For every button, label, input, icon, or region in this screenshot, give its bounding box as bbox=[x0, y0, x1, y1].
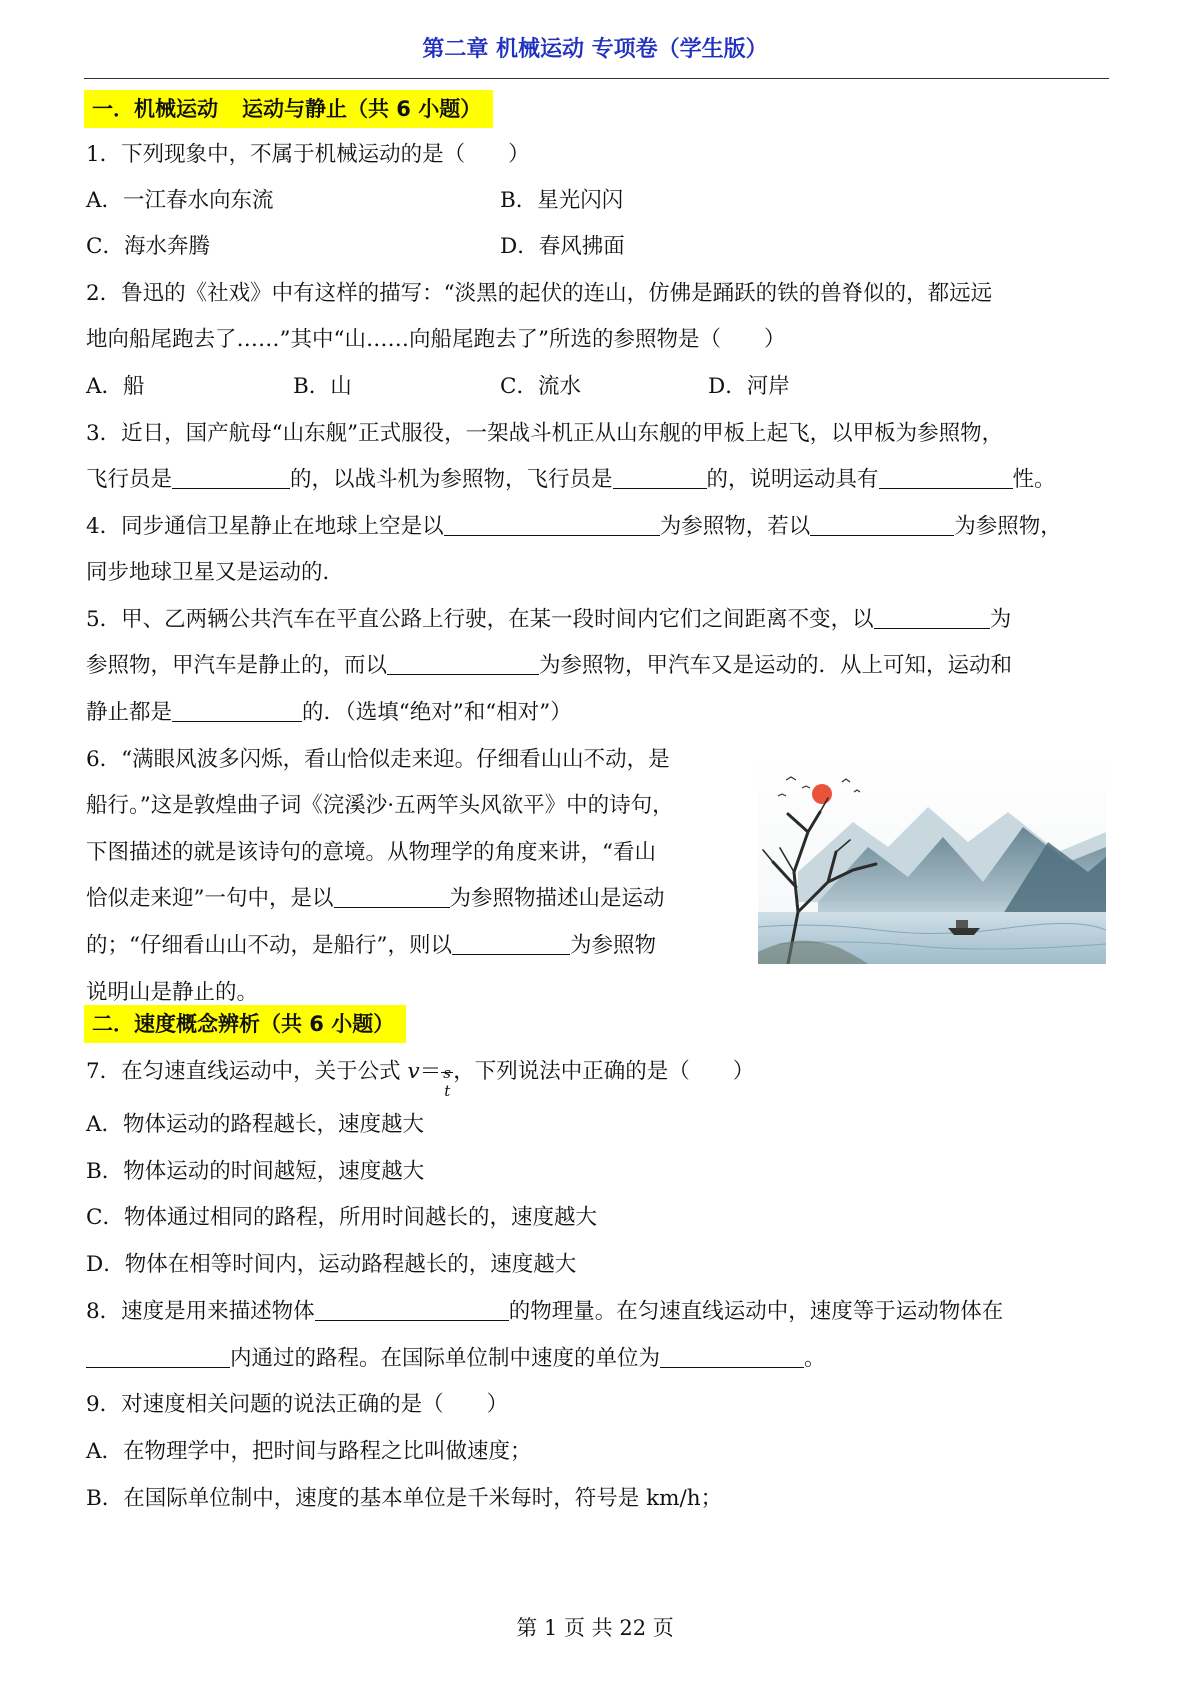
q3-text-a: 飞行员是 bbox=[86, 467, 173, 492]
q4-blank-2[interactable] bbox=[810, 513, 954, 536]
q6-text-b: 为参照物描述山是运动 bbox=[449, 886, 665, 911]
q2-option-d: D．河岸 bbox=[708, 374, 790, 399]
landscape-illustration bbox=[758, 752, 1106, 964]
question-3-line-1: 3．近日，国产航母“山东舰”正式服役，一架战斗机正从山东舰的甲板上起飞，以甲板为参照物， bbox=[86, 421, 1004, 446]
q3-blank-2[interactable] bbox=[613, 466, 707, 489]
formula-fraction bbox=[441, 1057, 453, 1100]
title-divider bbox=[84, 78, 1109, 79]
q5-text-f: 的．（选填“绝对”和“相对”） bbox=[302, 700, 572, 725]
q5-blank-1[interactable] bbox=[874, 606, 990, 629]
question-1-stem: 1．下列现象中，不属于机械运动的是（ ） bbox=[86, 142, 530, 167]
q8-text-a: 8．速度是用来描述物体 bbox=[86, 1299, 315, 1324]
section-1-label-a: 一．机械运动 bbox=[92, 97, 218, 121]
q4-text-a: 4．同步通信卫星静止在地球上空是以 bbox=[86, 514, 444, 539]
section-header-2: 二．速度概念辨析（共 6 小题） bbox=[84, 1005, 406, 1043]
formula-equals: ＝ bbox=[419, 1059, 442, 1084]
q5-blank-3[interactable] bbox=[172, 699, 302, 722]
q5-text-c: 参照物，甲汽车是静止的，而以 bbox=[86, 653, 388, 678]
q3-blank-3[interactable] bbox=[879, 466, 1013, 489]
q5-text-b: 为 bbox=[989, 607, 1012, 632]
q1-option-a: A．一江春水向东流 bbox=[86, 188, 274, 213]
q8-blank-2[interactable] bbox=[86, 1345, 230, 1368]
q2-option-a: A．船 bbox=[86, 374, 145, 399]
q6-blank-1[interactable] bbox=[334, 885, 450, 908]
document-title: 第二章 机械运动 专项卷（学生版） bbox=[422, 37, 768, 62]
question-2-line-1: 2．鲁迅的《社戏》中有这样的描写：“淡黑的起伏的连山，仿佛是踊跃的铁的兽脊似的，都远远 bbox=[86, 281, 993, 306]
q5-text-e: 静止都是 bbox=[86, 700, 173, 725]
question-5-line-1 bbox=[86, 605, 1011, 635]
q6-text-d: 为参照物 bbox=[570, 933, 657, 958]
question-8-line-1 bbox=[86, 1297, 1003, 1327]
question-8-line-2 bbox=[86, 1344, 826, 1374]
q5-text-d: 为参照物，甲汽车又是运动的．从上可知，运动和 bbox=[539, 653, 1013, 678]
question-7-stem bbox=[86, 1052, 755, 1100]
q7-option-d: D．物体在相等时间内，运动路程越长的，速度越大 bbox=[86, 1252, 577, 1277]
q6-text-c: 的；“仔细看山山不动，是船行”，则以 bbox=[86, 933, 452, 958]
section-1-label-b: 运动与静止（共 6 小题） bbox=[242, 97, 482, 121]
q2-option-b: B．山 bbox=[293, 374, 352, 399]
q9-option-b: B．在国际单位制中，速度的基本单位是千米每时，符号是 km/h； bbox=[86, 1486, 723, 1511]
q9-option-a: A．在物理学中，把时间与路程之比叫做速度； bbox=[86, 1439, 532, 1464]
question-6-line-2: 船行。”这是敦煌曲子词《浣溪沙·五两竿头风欲平》中的诗句， bbox=[86, 793, 674, 818]
q1-option-d: D．春风拂面 bbox=[500, 234, 625, 259]
question-6-line-3: 下图描述的就是该诗句的意境。从物理学的角度来讲，“看山 bbox=[86, 840, 656, 865]
question-4-line-2: 同步地球卫星又是运动的． bbox=[86, 560, 345, 585]
page-footer: 第 1 页 共 22 页 bbox=[516, 1616, 674, 1640]
question-6-line-6: 说明山是静止的。 bbox=[86, 980, 259, 1005]
q1-option-b: B．星光闪闪 bbox=[500, 188, 624, 213]
q7-option-b: B．物体运动的时间越短，速度越大 bbox=[86, 1159, 425, 1184]
q8-text-b: 的物理量。在匀速直线运动中，速度等于运动物体在 bbox=[508, 1299, 1004, 1324]
q5-text-a: 5．甲、乙两辆公共汽车在平直公路上行驶，在某一段时间内它们之间距离不变，以 bbox=[86, 607, 874, 632]
q6-text-a: 恰似走来迎”一句中，是以 bbox=[86, 886, 334, 911]
question-9-stem: 9．对速度相关问题的说法正确的是（ ） bbox=[86, 1392, 509, 1417]
q3-text-c: 的，说明运动具有 bbox=[706, 467, 879, 492]
q4-text-b: 为参照物，若以 bbox=[659, 514, 811, 539]
q8-blank-1[interactable] bbox=[315, 1298, 509, 1321]
question-5-line-2 bbox=[86, 651, 1012, 681]
section-header-1 bbox=[84, 90, 493, 128]
q7-option-c: C．物体通过相同的路程，所用时间越长的，速度越大 bbox=[86, 1205, 597, 1230]
q5-blank-2[interactable] bbox=[387, 652, 539, 675]
q8-blank-3[interactable] bbox=[660, 1345, 804, 1368]
question-5-line-3 bbox=[86, 698, 572, 728]
q4-text-c: 为参照物， bbox=[954, 514, 1062, 539]
q3-text-d: 性。 bbox=[1012, 467, 1056, 492]
q7-option-a: A．物体运动的路程越长，速度越大 bbox=[86, 1112, 425, 1137]
formula-numerator: s bbox=[443, 1064, 451, 1082]
question-6-line-4 bbox=[86, 884, 665, 914]
q6-blank-2[interactable] bbox=[452, 932, 570, 955]
formula-v: v bbox=[407, 1059, 420, 1084]
q1-option-c: C．海水奔腾 bbox=[86, 234, 210, 259]
q7-text-post: ，下列说法中正确的是（ ） bbox=[453, 1059, 755, 1084]
q8-text-c: 内通过的路程。在国际单位制中速度的单位为 bbox=[230, 1346, 661, 1371]
q3-text-b: 的，以战斗机为参照物，飞行员是 bbox=[290, 467, 613, 492]
q2-option-c: C．流水 bbox=[500, 374, 581, 399]
question-6-line-5 bbox=[86, 931, 656, 961]
q7-text-pre: 7．在匀速直线运动中，关于公式 bbox=[86, 1059, 401, 1084]
q8-text-d: 。 bbox=[804, 1346, 826, 1371]
q4-blank-1[interactable] bbox=[444, 513, 660, 536]
q3-blank-1[interactable] bbox=[172, 466, 290, 489]
question-2-line-2: 地向船尾跑去了……”其中“山……向船尾跑去了”所选的参照物是（ ） bbox=[86, 327, 786, 352]
question-4-line-1 bbox=[86, 512, 1062, 542]
formula-denominator: t bbox=[444, 1082, 451, 1100]
question-3-line-2 bbox=[86, 465, 1056, 495]
question-6-line-1: 6．“满眼风波多闪烁，看山恰似走来迎。仔细看山山不动，是 bbox=[86, 747, 670, 772]
